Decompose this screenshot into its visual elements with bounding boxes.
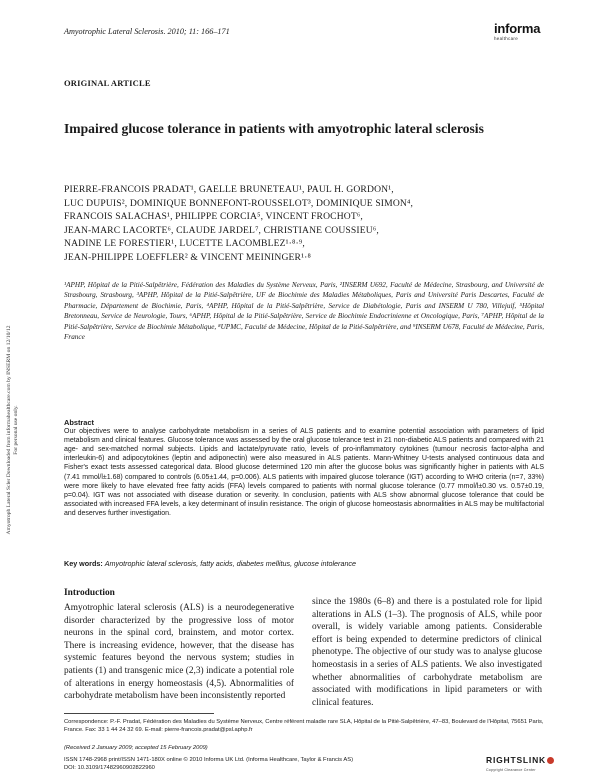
publisher-name: informa (494, 21, 541, 36)
rightslink-sub: Copyright Clearance Center (486, 768, 536, 772)
author-line: PIERRE-FRANCOIS PRADAT¹, GAELLE BRUNETEAU¹, PAUL H. GORDON¹, (64, 184, 394, 195)
doi-line: DOI: 10.3109/17482960902822960 (64, 765, 155, 771)
author-line: LUC DUPUIS², DOMINIQUE BONNEFONT-ROUSSELOT³, DOMINIQUE SIMON⁴, (64, 197, 414, 209)
rightslink-logo (486, 750, 558, 772)
keywords (64, 559, 544, 568)
introduction-left-text: Amyotrophic lateral sclerosis (ALS) is a neurodegenerative disorder characterized by the progressive loss of motor neurons in the spinal cord, brainstem, and motor cortex. There is increasing evidence, however, that the disease has systemic features beyond the nervous system; studies in patients (1) and transgenic mice (2,3) indicate a potential role of alterations in energy homeostasis (4,5). Abnormalities of carbohydrate metabolism have been inconsistently reported (64, 603, 294, 702)
journal-citation: Amyotrophic Lateral Sclerosis. 2010; 11: 166–171 (64, 27, 230, 36)
introduction-left-column (64, 588, 294, 703)
publisher-sub: healthcare (494, 36, 519, 41)
download-watermark-line1: Amyotroph Lateral Scler Downloaded from informahealthcare.com by INSERM on 12/10/12 (6, 325, 12, 535)
affiliations: ¹APHP, Hôpital de la Pitié-Salpêtrière, Fédération des Maladies du Système Nerveux, Paris, ²INSERM U692, Faculté de Médecine, Strasbourg, and Université de Strasbourg, Strasbourg, ³APHP, Hôpital de la Pitié-Salpêtrière, UF de Biochimie des Maladies Métaboliques, Paris and Université Paris Descartes, Faculté de Pharmacie, Département de Biochimie, Paris, ⁴APHP, Hôpital de la Pitié-Salpêtrière, Service de Diabétologie, Paris and INSERM U 780, Villejuif, ⁵Hôpital Bretonneau, Service de Neurologie, Tours, ⁶APHP, Hôpital de la Pitié-Salpêtrière, Service de Biochimie Endocrinienne et Oncologique, Paris, ⁷APHP, Hôpital de la Pitié-Salpêtrière, Service de Biochimie Métabolique, ⁸UPMC, Faculté de Médecine, Hôpital de la Pitié-Salpêtrière, and ⁹INSERM U678, Faculté de Médecine, Paris, France (64, 281, 544, 342)
correspondence-note: Correspondence: P.-F. Pradat, Fédération des Maladies du Système Nerveux, Centre référent maladie rare SLA, Hôpital de la Pitié-Salpêtrière, 47–83, Boulevard de l'Hôpital, 75651 Paris, France. Fax: 33 1 44 24 32 69. E-mail: pierre-francois.pradat@psl.aphp.fr (64, 719, 544, 733)
received-dates: (Received 2 January 2009; accepted 15 February 2009) (64, 745, 208, 751)
article-title: Impaired glucose tolerance in patients with amyotrophic lateral sclerosis (64, 121, 484, 136)
author-list (64, 183, 534, 265)
introduction-right-text: since the 1980s (6–8) and there is a postulated role for lipid alterations in ALS (1–3). The prognosis of ALS, while poor overall, is widely variable among patients. Considerable effort is being expended to determine predictors of clinical phenotype. The objective of our study was to analyse glucose homeostasis in a series of ALS patients. We also investigated whether abnormalities of carbohydrate metabolism are associated with modifications in lipid parameters or with clinical features. (312, 597, 542, 708)
article-type: ORIGINAL ARTICLE (64, 78, 151, 88)
issn-block (64, 756, 484, 772)
download-watermark (1, 250, 25, 610)
author-line: JEAN-MARC LACORTE⁶, CLAUDE JARDEL⁷, CHRISTIANE COUSSIEU⁶, (64, 224, 379, 236)
footnote-divider (64, 713, 214, 714)
publisher-logo (494, 22, 554, 46)
introduction-right-column (312, 596, 542, 709)
introduction-heading: Introduction (64, 588, 115, 598)
issn-line: ISSN 1748-2968 print/ISSN 1471-180X online © 2010 Informa UK Ltd. (Informa Healthcare, Taylor & Francis AS) (64, 757, 354, 763)
author-line: FRANCOIS SALACHAS¹, PHILIPPE CORCIA⁵, VINCENT FROCHOT⁶, (64, 211, 363, 223)
abstract-heading: Abstract (64, 418, 94, 427)
rightslink-word: RIGHTSLINK (486, 755, 546, 765)
abstract (64, 418, 544, 518)
download-watermark-line2: For personal use only. (13, 405, 19, 455)
rightslink-dot-icon (547, 757, 554, 764)
keywords-text: Amyotrophic lateral sclerosis, fatty acids, diabetes mellitus, glucose intolerance (104, 559, 357, 568)
keywords-label: Key words: (64, 559, 103, 568)
abstract-text: Our objectives were to analyse carbohydrate metabolism in a series of ALS patients and to examine potential association with parameters of lipid metabolism and clinical features. Glucose tolerance was assessed by the oral glucose tolerance test in 21 non-diabetic ALS patients and compared with 21 age- and sex-matched normal subjects. Lipids and lactate/pyruvate ratio, levels of pro-inflammatory cytokines (tumour necrosis factor-alpha and interleukin-6) and adipocytokines (leptin and adiponectin) were also measured in ALS patients. Mann-Whitney U-tests analysed continuous data and Fisher's exact tests assessed categorical data. Blood glucose determined 120 min after the glucose bolus was significantly higher in patients with ALS (7.41 mmol/l±1.68) compared to controls (6.05±1.44, p=0.006). ALS patients with impaired glucose tolerance (IGT) according to WHO criteria (n=7, 33%) were more likely to have elevated free fatty acids (FFA) levels compared to patients with normal glucose tolerance (0.77 mmol/l±0.30 vs. 0.57±0.19, p=0.04). IGT was not associated with disease duration or severity. In conclusion, patients with ALS show abnormal glucose tolerance that could be associated with increased FFA levels, a key determinant of insulin resistance. The origin of glucose homeostasis abnormalities in ALS may be multifactorial and deserves further investigation. (64, 428, 544, 517)
author-line: JEAN-PHILIPPE LOEFFLER² & VINCENT MEININGER¹·⁸ (64, 251, 311, 263)
author-line: NADINE LE FORESTIER¹, LUCETTE LACOMBLEZ¹·⁸·⁹, (64, 238, 305, 250)
